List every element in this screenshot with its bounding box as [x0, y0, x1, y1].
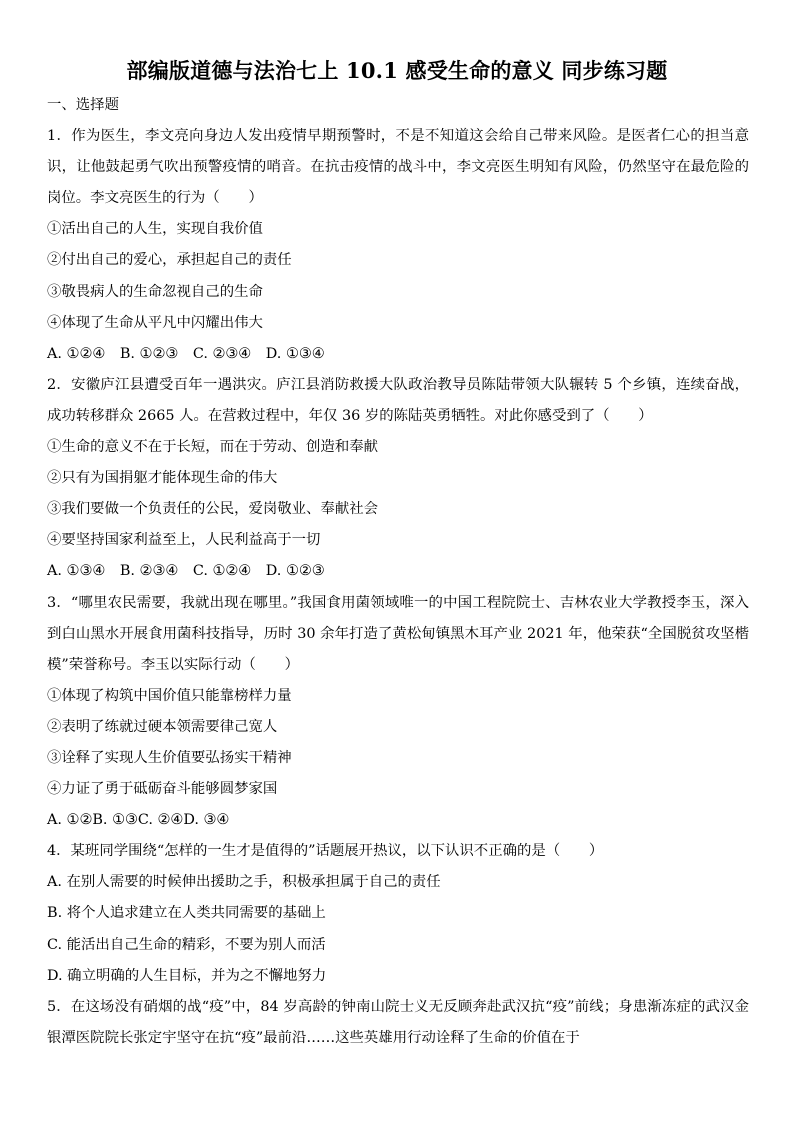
question-1-choices: [47, 339, 749, 370]
question-3-item-4: ④力证了勇于砥砺奋斗能够圆梦家国: [47, 781, 278, 798]
question-2-choices: [47, 556, 749, 587]
question-1-choice-b: B. ①②③: [119, 345, 179, 362]
question-2-item-1: ①生命的意义不在于长短，而在于劳动、创造和奉献: [47, 439, 378, 456]
question-2-stem: 2．安徽庐江县遭受百年一遇洪灾。庐江县消防救援大队政治教导员陈陆带领大队辗转 5 个乡镇，连续奋战，成功转移群众 2665 人。在营救过程中，年仅 36 岁的陈陆英勇牺牲。对此你感受到了（ ）: [47, 376, 749, 424]
question-4-choice-b: B. 将个人追求建立在人类共同需要的基础上: [47, 905, 326, 922]
question-3-item-1: ①体现了构筑中国价值只能靠榜样力量: [47, 687, 292, 704]
question-3-choices: A. ①②B. ①③C. ②④D. ③④: [47, 812, 230, 829]
question-2-item-2: ②只有为国捐躯才能体现生命的伟大: [47, 470, 278, 487]
question-1-choice-c: C. ②③④: [192, 345, 252, 362]
question-1-item-3: ③敬畏病人的生命忽视自己的生命: [47, 283, 263, 300]
question-2-choice-a: A. ①③④: [47, 563, 106, 580]
question-3-item-2: ②表明了练就过硬本领需要律己宽人: [47, 718, 278, 735]
section-heading: 一、选择题: [47, 97, 119, 113]
question-1-stem: 1．作为医生，李文亮向身边人发出疫情早期预警时，不是不知道这会给自己带来风险。是医者仁心的担当意识，让他鼓起勇气吹出预警疫情的哨音。在抗击疫情的战斗中，李文亮医生明知有风险，仍然坚守在最危险的岗位。李文亮医生的行为（ ）: [47, 128, 749, 207]
question-4-choice-a: A. 在别人需要的时候伸出援助之手，积极承担属于自己的责任: [47, 874, 441, 891]
question-2-item-3: ③我们要做一个负责任的公民，爱岗敬业、奉献社会: [47, 501, 378, 518]
question-1-item-2: ②付出自己的爱心，承担起自己的责任: [47, 252, 292, 269]
question-3-stem: 3．“哪里农民需要，我就出现在哪里。”我国食用菌领域唯一的中国工程院院士、吉林农业大学教授李玉，深入到白山黑水开展食用菌科技指导，历时 30 余年打造了黄松甸镇黑木耳产业 2021 年，他荣获“全国脱贫攻坚楷模”荣誉称号。李玉以实际行动（ ）: [47, 594, 749, 673]
question-4-stem: 4．某班同学围绕“怎样的一生才是值得的”话题展开热议，以下认识不正确的是（ ）: [47, 843, 604, 860]
question-4-choice-d: D. 确立明确的人生目标，并为之不懈地努力: [47, 967, 327, 984]
question-5-stem: 5．在这场没有硝烟的战“疫”中，84 岁高龄的钟南山院士义无反顾奔赴武汉抗“疫”前线；身患渐冻症的武汉金银潭医院院长张定宇坚守在抗“疫”最前沿……这些英雄用行动诠释了生命的价值在于: [47, 998, 749, 1046]
question-1-item-4: ④体现了生命从平凡中闪耀出伟大: [47, 314, 263, 331]
question-2-item-4: ④要坚持国家利益至上，人民利益高于一切: [47, 532, 321, 549]
question-2-choice-c: C. ①②④: [192, 563, 252, 580]
document-body: [47, 90, 749, 1054]
question-1-choice-a: A. ①②④: [47, 345, 106, 362]
question-4-choice-c: C. 能活出自己生命的精彩，不要为别人而活: [47, 936, 326, 953]
question-2-choice-d: D. ①②③: [265, 563, 325, 580]
question-3-item-3: ③诠释了实现人生价值要弘扬实干精神: [47, 749, 292, 766]
document-title: 部编版道德与法治七上 10.1 感受生命的意义 同步练习题: [126, 58, 668, 83]
question-1-item-1: ①活出自己的人生，实现自我价值: [47, 221, 263, 238]
question-2-choice-b: B. ②③④: [119, 563, 179, 580]
question-1-choice-d: D. ①③④: [265, 345, 325, 362]
